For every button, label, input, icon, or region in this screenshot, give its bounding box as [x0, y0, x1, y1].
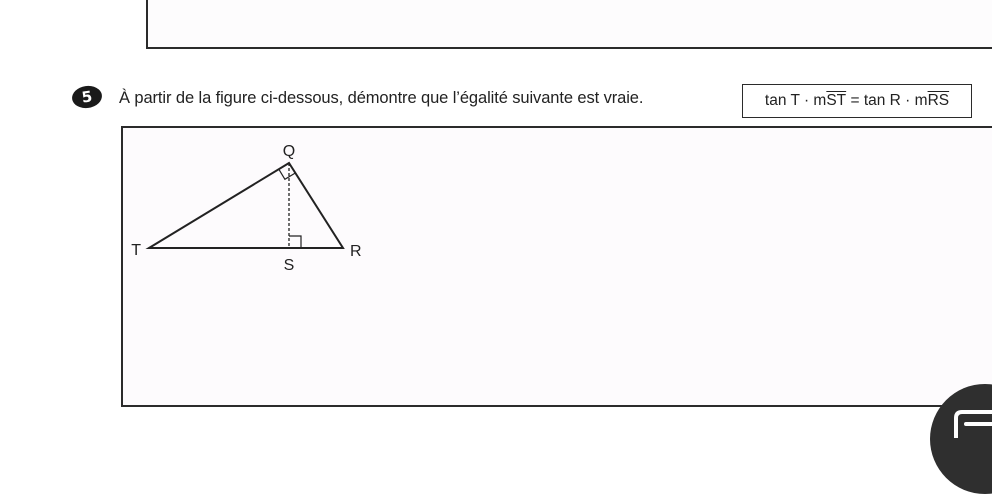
vertex-label-t: T [131, 242, 141, 259]
formula-equals: = [846, 92, 864, 109]
right-angle-mark-q [279, 169, 295, 179]
formula-right-prefix: tan R · m [863, 92, 928, 109]
vertex-label-q: Q [282, 143, 296, 160]
exercise-number-badge [71, 84, 104, 110]
triangle-tqr [149, 163, 343, 248]
exercise-number: 5 [80, 87, 94, 107]
triangle-figure [123, 128, 423, 288]
exercise-instruction: À partir de la figure ci-dessous, démontre que l’égalité suivante est vraie. [119, 89, 644, 107]
document-icon [952, 408, 992, 438]
formula-box [742, 84, 972, 118]
right-angle-mark-s [289, 236, 301, 248]
formula-left-segment: $\overline{ST}$ [826, 92, 847, 109]
previous-answer-box [146, 0, 992, 49]
vertex-label-s: S [283, 257, 295, 274]
formula-left-prefix: tan T · m [764, 92, 827, 109]
vertex-label-r: R [350, 243, 362, 260]
formula-right-segment: $\overline{RS}$ [927, 92, 950, 109]
answer-workspace[interactable] [121, 126, 992, 407]
